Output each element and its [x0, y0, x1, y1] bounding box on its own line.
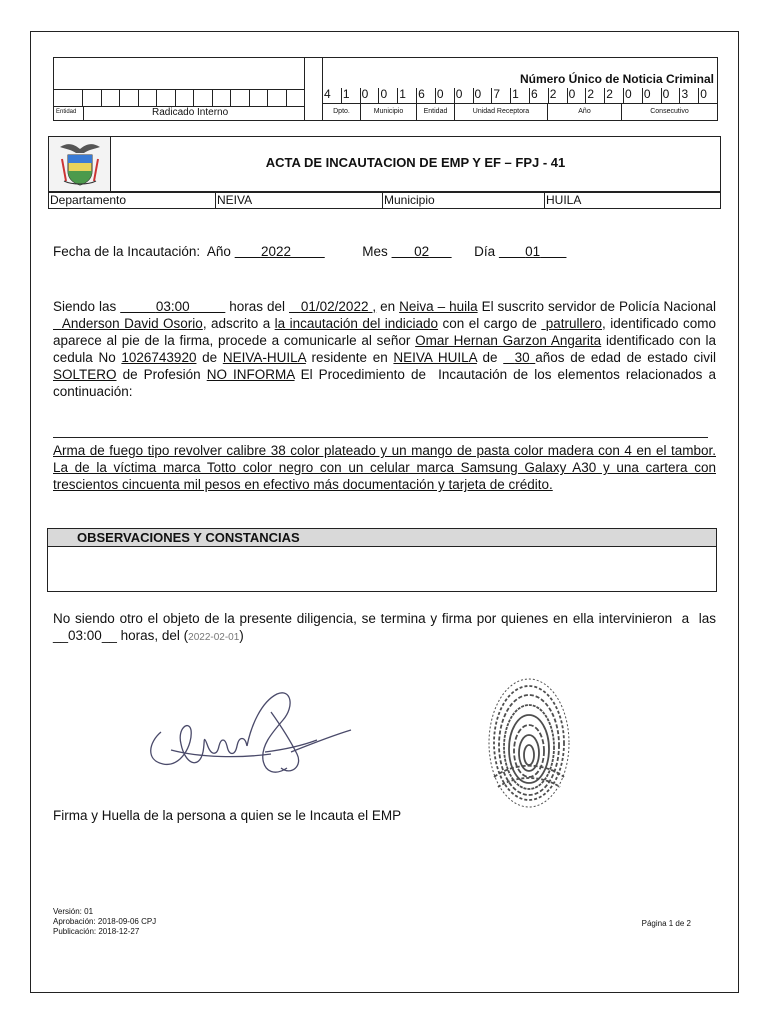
departamento-value: NEIVA: [216, 193, 383, 208]
closing-paragraph: No siendo otro el objeto de la presente diligencia, se termina y firma por quienes en ella intervinieron a las __03:00__ horas, del (2022-02-01): [53, 611, 716, 643]
lugar-value: Neiva – huila: [399, 299, 478, 314]
municipio-value: HUILA: [546, 193, 582, 207]
senor-value: Omar Hernan Garzon Angarita: [415, 333, 602, 348]
radicado-cells: [54, 90, 304, 106]
firma-label: Firma y Huella de la persona a quien se le Incauta el EMP: [53, 808, 402, 823]
residente-value: NEIVA HUILA: [393, 350, 477, 365]
nunc-digits: 4 1 0 0 1 6 0 0 0 7 1 6 2 0 2 2 0 0 0 3 0: [323, 88, 717, 104]
page-number: Página 1 de 2: [641, 919, 691, 928]
observaciones-heading: OBSERVACIONES Y CONSTANCIAS: [47, 528, 717, 547]
document-page: [30, 31, 739, 993]
cedula-value: 1026743920: [121, 350, 197, 365]
footer-publicacion: Publicación: 2018-12-27: [53, 927, 140, 936]
cierre-fecha: 2022-02-01: [188, 632, 240, 643]
edad-value: 30: [514, 350, 530, 365]
municipio-label: Municipio: [383, 193, 545, 208]
observaciones-box: [47, 546, 717, 592]
profesion-value: NO INFORMA: [206, 367, 295, 382]
footer-info: [53, 907, 156, 937]
adscrito-value: la incautación del indiciado: [274, 316, 439, 331]
servidor-value: Anderson David Osorio: [61, 316, 203, 331]
estado-civil-value: SOLTERO: [53, 367, 117, 382]
header-block: [53, 57, 718, 121]
radicado-label: Radicado Interno: [152, 107, 229, 118]
cargo-value: patrullero: [545, 316, 603, 331]
coat-of-arms-icon: [54, 141, 106, 187]
nunc-labels: Dpto. Municipio Entidad Unidad Receptora Año Consecutivo: [323, 104, 717, 120]
footer-version: Versión: 01: [53, 907, 94, 916]
nunc-title: Número Único de Noticia Criminal: [519, 72, 714, 86]
signature-icon: [141, 672, 356, 782]
elementos-description: Arma de fuego tipo revolver calibre 38 color plateado y un mango de pasta color madera con 4 en el tambor. La de la víctima marca Totto color negro con un celular marca Samsung Galaxy A30 y una cartera con trescientos cincuenta mil pesos en efectivo más documentación y tarjeta de crédito.: [53, 443, 716, 492]
location-row: [48, 192, 721, 209]
departamento-label: Departamento: [49, 193, 216, 208]
fingerprint-icon: [484, 667, 574, 812]
separator-line: [53, 437, 708, 438]
document-title: ACTA DE INCAUTACION DE EMP Y EF – FPJ - 41: [265, 155, 566, 170]
fecha-line: Fecha de la Incautación: Año 2022 Mes 02 Día 01: [53, 244, 541, 259]
title-block: [48, 136, 721, 192]
hora-value: 03:00: [155, 299, 190, 314]
cierre-hora: 03:00: [68, 628, 102, 643]
nunc-section: [323, 58, 717, 120]
main-paragraph: Siendo las 03:00 horas del 01/02/2022 , en Neiva – huila El suscrito servidor de Policía Nacional Anderson David Osorio, adscrito a la incautación del indiciado con el cargo de patrullero, identificado como aparece al pie de la firma, procede a comunicarle al señor Omar Hernan Garzon Angarita identificado con la cedula No 1026743920 de NEIVA-HUILA residente en NEIVA HUILA de 30 años de edad de estado civil SOLTERO de Profesión NO INFORMA El Procedimiento de Incautación de los elementos relacionados a continuación:: [53, 299, 717, 399]
fecha-anio: 2022: [260, 244, 291, 259]
fecha-mes: 02: [414, 244, 430, 259]
entidad-label: Entidad: [56, 109, 77, 115]
footer-aprobacion: Aprobación: 2018-09-06 CPJ: [53, 917, 157, 926]
radicado-section: [54, 58, 305, 120]
coat-of-arms-logo: [49, 137, 111, 191]
cedula-de-value: NEIVA-HUILA: [222, 350, 306, 365]
fecha-value: 01/02/2022: [300, 299, 369, 314]
fecha-dia: 01: [525, 244, 541, 259]
